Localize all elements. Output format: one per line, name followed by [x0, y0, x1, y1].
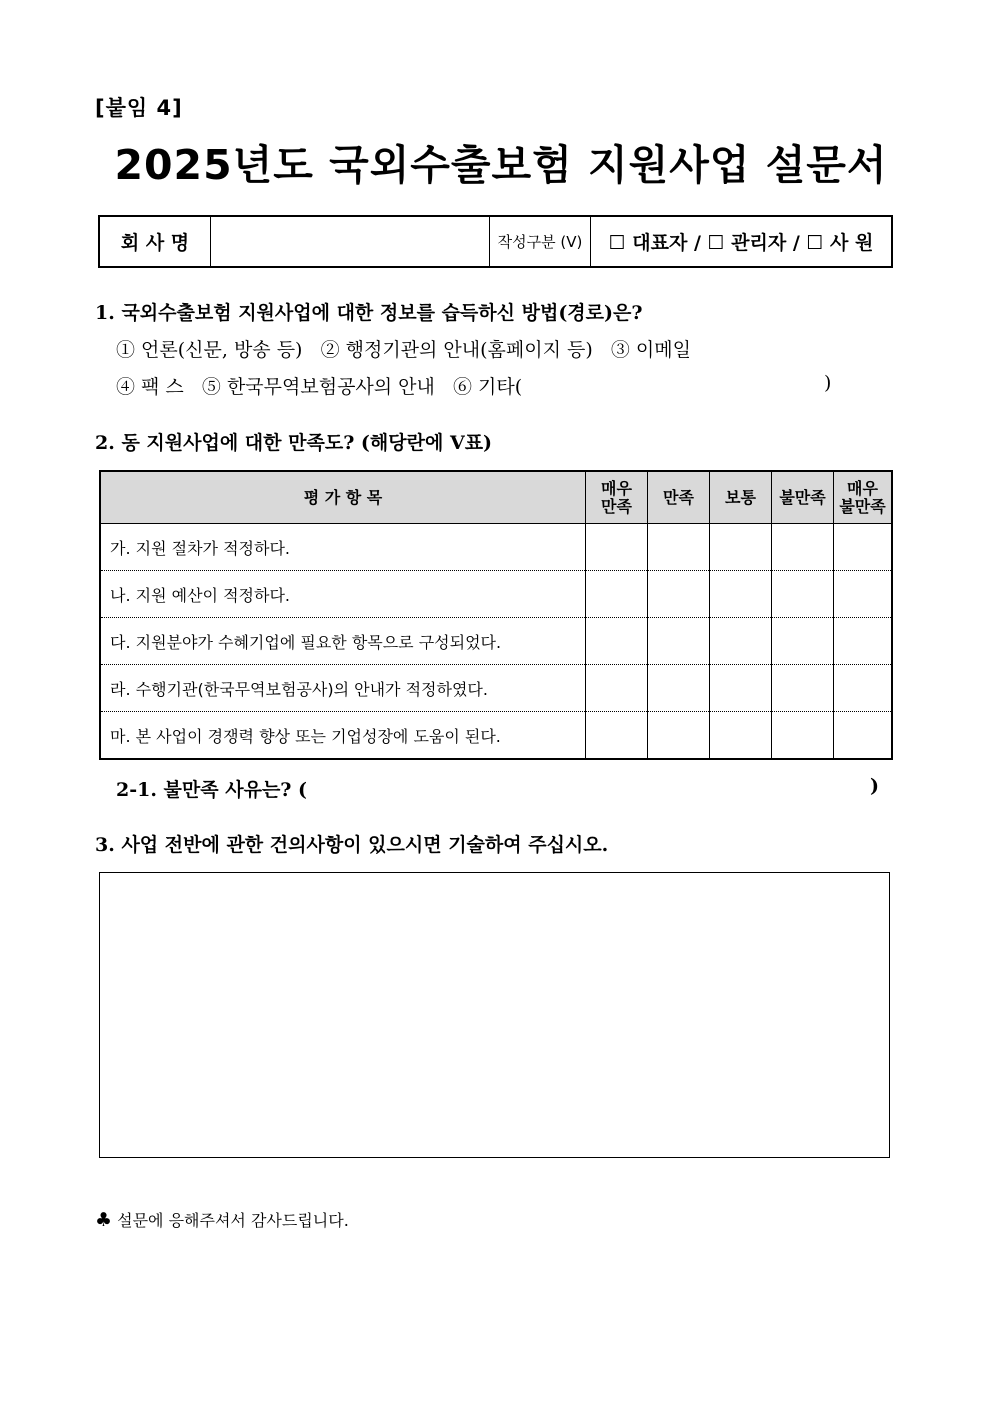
company-name-label: 회 사 명: [99, 216, 211, 267]
check-cell[interactable]: [710, 618, 772, 665]
header-dissatisfied: 불만족: [772, 471, 834, 524]
item-label: 다. 지원분야가 수혜기업에 필요한 항목으로 구성되었다.: [100, 618, 586, 665]
check-cell[interactable]: [834, 665, 893, 712]
check-cell[interactable]: [648, 712, 710, 760]
item-label: 라. 수행기관(한국무역보험공사)의 안내가 적정하였다.: [100, 665, 586, 712]
check-cell[interactable]: [710, 665, 772, 712]
table-row: [100, 524, 892, 571]
question-1-options-line2: ④ 팩 스 ⑤ 한국무역보험공사의 안내 ⑥ 기타(: [116, 376, 523, 398]
question-2-1: 2-1. 불만족 사유는? (: [116, 779, 308, 801]
question-3: 3. 사업 전반에 관한 건의사항이 있으시면 기술하여 주십시오.: [95, 834, 609, 856]
question-1-options-line1: ① 언론(신문, 방송 등) ② 행정기관의 안내(홈페이지 등) ③ 이메일: [116, 339, 691, 361]
question-2: 2. 동 지원사업에 대한 만족도? (해당란에 V표): [95, 432, 493, 454]
check-cell[interactable]: [710, 712, 772, 760]
role-options[interactable]: ☐ 대표자 / ☐ 관리자 / ☐ 사 원: [591, 216, 893, 267]
check-cell[interactable]: [648, 618, 710, 665]
check-cell[interactable]: [834, 618, 893, 665]
check-cell[interactable]: [586, 618, 648, 665]
role-label: 작성구분 (V): [490, 216, 591, 267]
table-row: [100, 665, 892, 712]
check-cell[interactable]: [834, 712, 893, 760]
header-satisfied: 만족: [648, 471, 710, 524]
satisfaction-table: [99, 470, 893, 760]
header-very-satisfied: 매우 만족: [586, 471, 648, 524]
attachment-label: [붙임 4]: [95, 96, 183, 120]
suggestion-textarea[interactable]: [99, 872, 890, 1158]
header-neutral: 보통: [710, 471, 772, 524]
table-row: [100, 712, 892, 760]
check-cell[interactable]: [772, 665, 834, 712]
check-cell[interactable]: [772, 524, 834, 571]
company-info-table: [98, 215, 893, 268]
check-cell[interactable]: [772, 571, 834, 618]
item-label: 마. 본 사업이 경쟁력 향상 또는 기업성장에 도움이 된다.: [100, 712, 586, 760]
item-label: 나. 지원 예산이 적정하다.: [100, 571, 586, 618]
check-cell[interactable]: [772, 618, 834, 665]
item-label: 가. 지원 절차가 적정하다.: [100, 524, 586, 571]
question-1-other-close: ): [824, 372, 832, 394]
table-row: [100, 618, 892, 665]
check-cell[interactable]: [648, 571, 710, 618]
question-1: 1. 국외수출보험 지원사업에 대한 정보를 습득하신 방법(경로)은?: [95, 302, 643, 324]
footer-note: [95, 1208, 349, 1231]
check-cell[interactable]: [834, 571, 893, 618]
table-row: [100, 571, 892, 618]
footer-text: 설문에 응해주셔서 감사드립니다.: [117, 1211, 349, 1230]
check-cell[interactable]: [586, 571, 648, 618]
check-cell[interactable]: [834, 524, 893, 571]
check-cell[interactable]: [710, 571, 772, 618]
header-evaluation-item: 평 가 항 목: [100, 471, 586, 524]
page-title: 2025년도 국외수출보험 지원사업 설문서: [114, 141, 888, 189]
check-cell[interactable]: [772, 712, 834, 760]
check-cell[interactable]: [586, 524, 648, 571]
company-name-field[interactable]: [211, 216, 490, 267]
question-2-1-close: ): [870, 775, 879, 797]
club-icon: ♣: [95, 1209, 113, 1231]
header-very-dissatisfied: 매우 불만족: [834, 471, 893, 524]
check-cell[interactable]: [648, 665, 710, 712]
check-cell[interactable]: [710, 524, 772, 571]
check-cell[interactable]: [648, 524, 710, 571]
check-cell[interactable]: [586, 712, 648, 760]
check-cell[interactable]: [586, 665, 648, 712]
